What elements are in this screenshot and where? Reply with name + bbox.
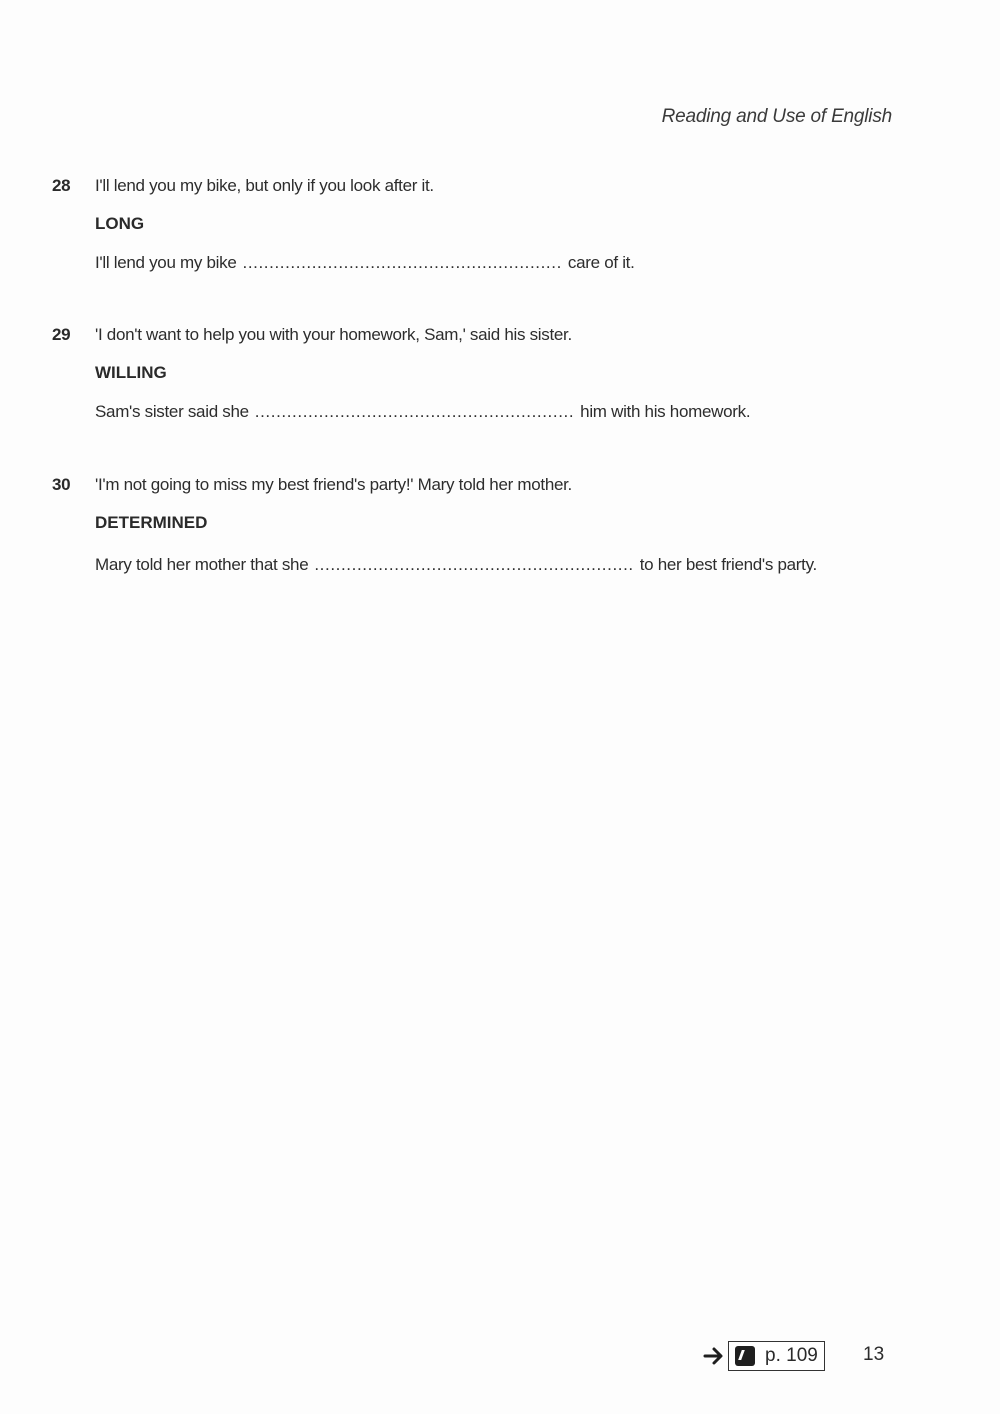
question-keyword: DETERMINED <box>95 513 208 532</box>
question-prompt: I'll lend you my bike, but only if you look after it. <box>95 176 434 195</box>
question-keyword: LONG <box>95 214 145 233</box>
answer-line <box>95 552 855 577</box>
arrow-right-icon <box>702 1344 726 1368</box>
answer-before: Sam's sister said she <box>95 402 249 421</box>
answer-after: to her best friend's party. <box>639 555 817 574</box>
section-title: Reading and Use of English <box>661 106 892 127</box>
question-number: 28 <box>52 176 71 195</box>
grammar-reference-icon <box>735 1346 755 1366</box>
question-number: 29 <box>52 325 71 344</box>
page-number: 13 <box>863 1344 885 1365</box>
page-reference-box <box>728 1341 825 1371</box>
answer-before: I'll lend you my bike <box>95 253 237 272</box>
answer-line <box>95 402 750 422</box>
grammar-reference-link[interactable] <box>702 1340 825 1372</box>
answer-gap[interactable]: ............................................................ <box>242 253 562 272</box>
question-prompt: 'I'm not going to miss my best friend's party!' Mary told her mother. <box>95 475 572 494</box>
answer-before: Mary told her mother that she <box>95 555 309 574</box>
answer-after: care of it. <box>567 253 635 272</box>
answer-gap[interactable]: ............................................................ <box>254 402 575 421</box>
answer-line <box>95 253 635 273</box>
answer-gap[interactable]: ............................................................ <box>314 555 634 574</box>
page-reference: p. 109 <box>765 1345 818 1366</box>
question-number: 30 <box>52 475 71 494</box>
question-prompt: 'I don't want to help you with your homework, Sam,' said his sister. <box>95 325 572 344</box>
answer-after: him with his homework. <box>580 402 751 421</box>
question-keyword: WILLING <box>95 363 167 382</box>
